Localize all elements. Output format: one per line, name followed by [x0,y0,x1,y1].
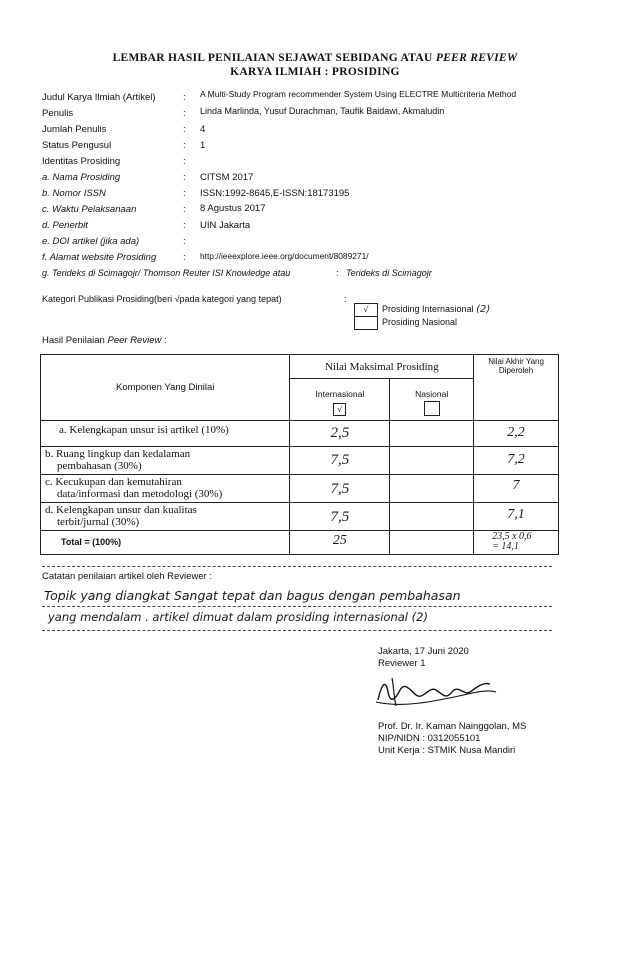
colon: : [183,108,186,119]
row-c-label [41,475,290,503]
row-a-label: a. Kelengkapan unsur isi artikel (10%) [41,421,290,447]
nomor-value: ISSN:1992-8645,E-ISSN:18173195 [200,188,350,199]
row-b-line1: b. Ruang lingkup dan kedalaman [45,448,191,460]
reviewer-label: Reviewer 1 [378,658,426,669]
page-title [0,52,630,64]
reviewer-name: Prof. Dr. Ir. Kaman Nainggolan, MS [378,721,527,732]
penulis-value: Linda Marlinda, Yusuf Durachman, Taufik Baidawi, Akmaludin [200,106,445,116]
colon: : [336,268,339,279]
kategori-internasional-checkbox[interactable]: √ [354,303,378,317]
penerbit-label: d. Penerbit [42,220,88,231]
nilai-akhir-header: Nilai Akhir Yang Diperoleh [474,355,559,421]
komponen-header: Komponen Yang Dinilai [41,355,290,421]
status-value: 1 [200,140,206,151]
waktu-value: 8 Agustus 2017 [200,203,266,214]
nasional-header-cell [390,379,474,421]
terindeks-value: Terideks di Scimagojr [346,268,432,278]
nasional-checkbox[interactable] [424,401,440,416]
nama-label: a. Nama Prosiding [42,172,121,183]
status-label: Status Pengusul [42,140,112,151]
row-b-nasional [390,447,474,475]
page-subtitle: KARYA ILMIAH : PROSIDING [230,66,400,78]
divider [42,566,552,567]
row-d-max: 7,5 [290,503,390,531]
waktu-label: c. Waktu Pelaksanaan [42,204,137,215]
catatan-label: Catatan penilaian artikel oleh Reviewer : [42,571,213,582]
reviewer-unit: Unit Kerja : STMIK Nusa Mandiri [378,745,516,756]
identitas-label: Identitas Prosiding [42,156,121,167]
kategori-nasional-checkbox[interactable] [354,316,378,330]
jumlah-value: 4 [200,124,206,135]
hasil-label [42,335,167,346]
row-b-max: 7,5 [290,447,390,475]
jumlah-label: Jumlah Penulis [42,124,107,135]
row-d-line1: d. Kelengkapan unsur dan kualitas [45,504,197,516]
score-table [40,354,559,555]
row-c-line2: data/informasi dan metodologi (30%) [57,488,223,500]
kategori-label: Kategori Publikasi Prosiding(beri √pada kategori yang tepat) [42,294,282,304]
total-akhir-line2: = 14,1 [492,541,519,552]
row-c-line1: c. Kecukupan dan kemutahiran [45,476,182,488]
title-line1-italic: PEER REVIEW [435,52,518,64]
colon: : [183,172,186,183]
internasional-header-cell [290,379,390,421]
colon: : [183,220,186,231]
colon: : [183,236,186,247]
total-nasional [390,531,474,555]
row-d-line2: terbit/jurnal (30%) [57,516,140,528]
colon: : [183,92,186,103]
catatan-line2: yang mendalam . artikel dimuat dalam prosiding internasional (2) [48,610,428,624]
judul-label: Judul Karya Ilmiah (Artikel) [42,92,156,103]
colon: : [183,188,186,199]
row-b-label [41,447,290,475]
nilai-maks-header: Nilai Maksimal Prosiding [290,355,474,379]
divider [42,606,552,607]
total-label: Total = (100%) [41,531,290,555]
internasional-checkbox[interactable]: √ [333,403,346,416]
row-b-akhir: 7,2 [474,447,559,475]
row-a-akhir: 2,2 [474,421,559,447]
internasional-header: Internasional [315,389,365,399]
option-internasional-text: Prosiding Internasional [382,304,474,314]
row-b-line2: pembahasan (30%) [57,460,142,472]
doi-label: e. DOI artikel (jika ada) [42,236,140,247]
total-akhir [474,531,559,555]
colon: : [183,204,186,215]
hasil-suffix: : [161,335,167,346]
total-max: 25 [290,531,390,555]
row-d-label [41,503,290,531]
hasil-prefix: Hasil Penilaian [42,335,108,346]
penerbit-value: UIN Jakarta [200,220,251,231]
title-line1: LEMBAR HASIL PENILAIAN SEJAWAT SEBIDANG ATAU [112,52,436,64]
total-akhir-line1: 23,5 x 0,6 [492,531,532,542]
row-d-nasional [390,503,474,531]
nasional-header: Nasional [415,389,449,399]
catatan-line1: Topik yang diangkat Sangat tepat dan bagus dengan pembahasan [44,588,461,603]
hasil-italic: Peer Review [107,335,162,346]
colon: : [183,124,186,135]
row-a-max: 2,5 [290,421,390,447]
terindeks-label: g. Terideks di Scimagojr/ Thomson Reuter ISI Knowledge atau [42,268,291,278]
signature-image [372,672,502,712]
row-d-akhir: 7,1 [474,503,559,531]
row-c-max: 7,5 [290,475,390,503]
place-date: Jakarta, 17 Juni 2020 [378,646,469,657]
penulis-label: Penulis [42,108,74,119]
row-c-nasional [390,475,474,503]
colon: : [183,252,186,263]
kategori-nasional-label: Prosiding Nasional [382,317,458,327]
judul-value: A Multi-Study Program recommender System Using ELECTRE Multicriteria Method [200,89,517,99]
row-c-akhir: 7 [474,475,559,503]
colon: : [344,294,347,305]
row-a-nasional [390,421,474,447]
reviewer-nip: NIP/NIDN : 0312055101 [378,733,481,744]
option-internasional-mark: (2) [476,304,491,315]
alamat-label: f. Alamat website Prosiding [42,252,157,263]
nomor-label: b. Nomor ISSN [42,188,106,199]
alamat-value: http://ieeexplore.ieee.org/document/8089271/ [200,251,369,261]
kategori-internasional-label [382,304,490,315]
colon: : [183,140,186,151]
nama-value: CITSM 2017 [200,172,254,183]
divider [42,630,552,631]
colon: : [183,156,186,167]
